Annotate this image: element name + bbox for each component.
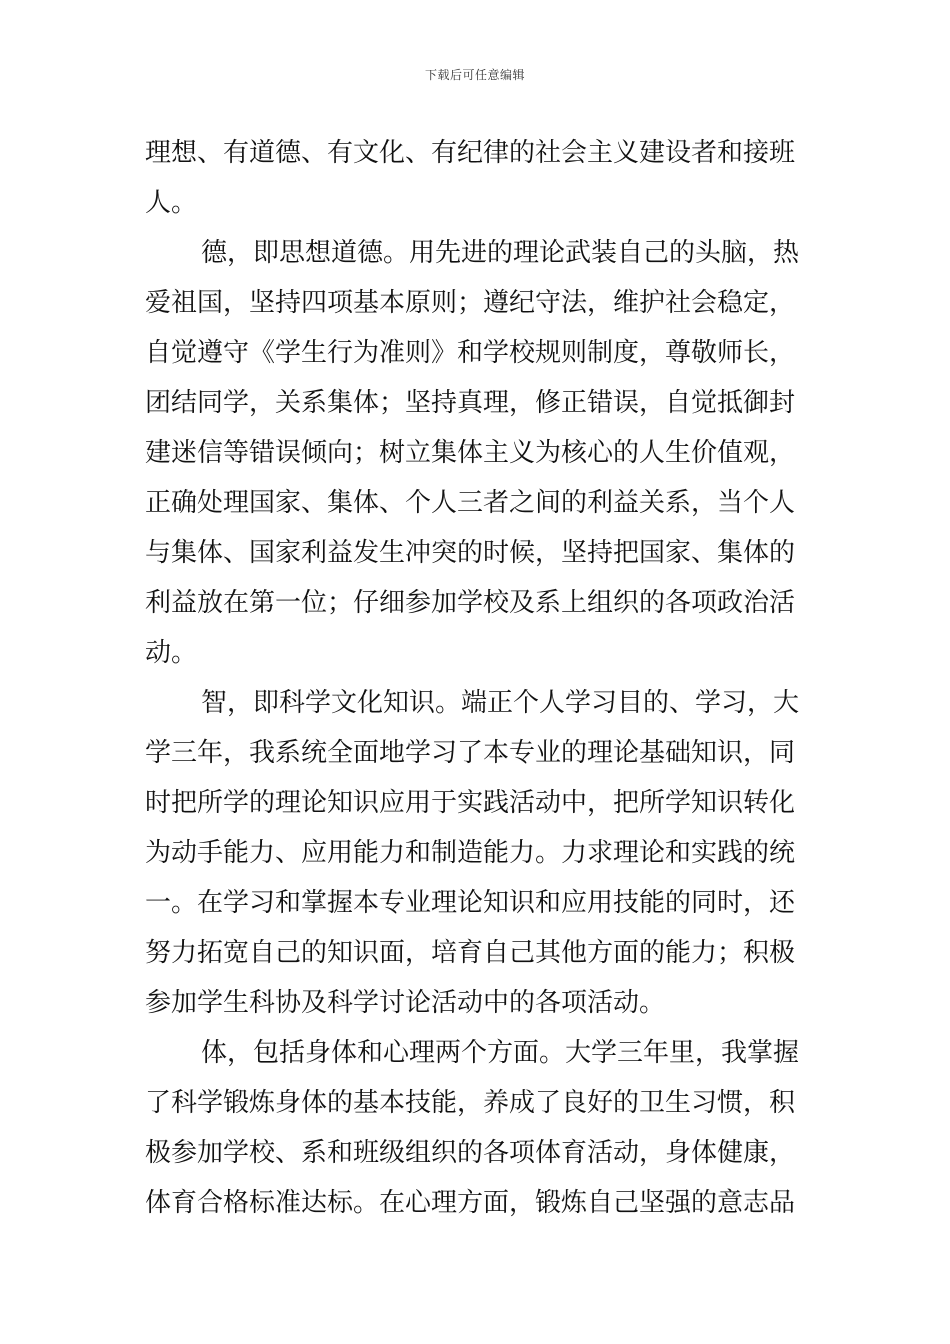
text-line: 理想、有道德、有文化、有纪律的社会主义建设者和接班	[145, 138, 796, 168]
text-line: 德，即思想道德。用先进的理论武装自己的头脑，热	[201, 238, 800, 268]
text-line: 人。	[145, 188, 198, 218]
text-line: 智，即科学文化知识。端正个人学习目的、学习，大	[201, 688, 800, 718]
text-line: 动。	[145, 638, 198, 668]
text-line: 了科学锻炼身体的基本技能，养成了良好的卫生习惯，积	[145, 1088, 796, 1118]
page-header: 下载后可任意编辑	[424, 68, 525, 82]
body-text	[145, 128, 807, 1228]
text-line: 时把所学的理论知识应用于实践活动中，把所学知识转化	[145, 788, 796, 818]
text-line: 体育合格标准达标。在心理方面，锻炼自己坚强的意志品	[145, 1188, 796, 1218]
text-line: 团结同学，关系集体；坚持真理，修正错误，自觉抵御封	[145, 388, 796, 418]
text-line: 努力拓宽自己的知识面，培育自己其他方面的能力；积极	[145, 938, 796, 968]
text-line: 体，包括身体和心理两个方面。大学三年里，我掌握	[201, 1038, 800, 1068]
text-line: 一。在学习和掌握本专业理论知识和应用技能的同时，还	[145, 888, 796, 918]
text-line: 与集体、国家利益发生冲突的时候，坚持把国家、集体的	[145, 538, 796, 568]
text-line: 参加学生科协及科学讨论活动中的各项活动。	[145, 988, 666, 1018]
text-line: 为动手能力、应用能力和制造能力。力求理论和实践的统	[145, 838, 796, 868]
text-line: 建迷信等错误倾向；树立集体主义为核心的人生价值观，	[145, 438, 796, 468]
text-line: 自觉遵守《学生行为准则》和学校规则制度，尊敬师长，	[145, 338, 796, 368]
text-line: 学三年，我系统全面地学习了本专业的理论基础知识，同	[145, 738, 796, 768]
text-line: 正确处理国家、集体、个人三者之间的利益关系，当个人	[145, 488, 796, 518]
text-line: 利益放在第一位；仔细参加学校及系上组织的各项政治活	[145, 588, 796, 618]
text-line: 爱祖国，坚持四项基本原则；遵纪守法，维护社会稳定，	[145, 288, 796, 318]
text-line: 极参加学校、系和班级组织的各项体育活动，身体健康，	[145, 1138, 796, 1168]
